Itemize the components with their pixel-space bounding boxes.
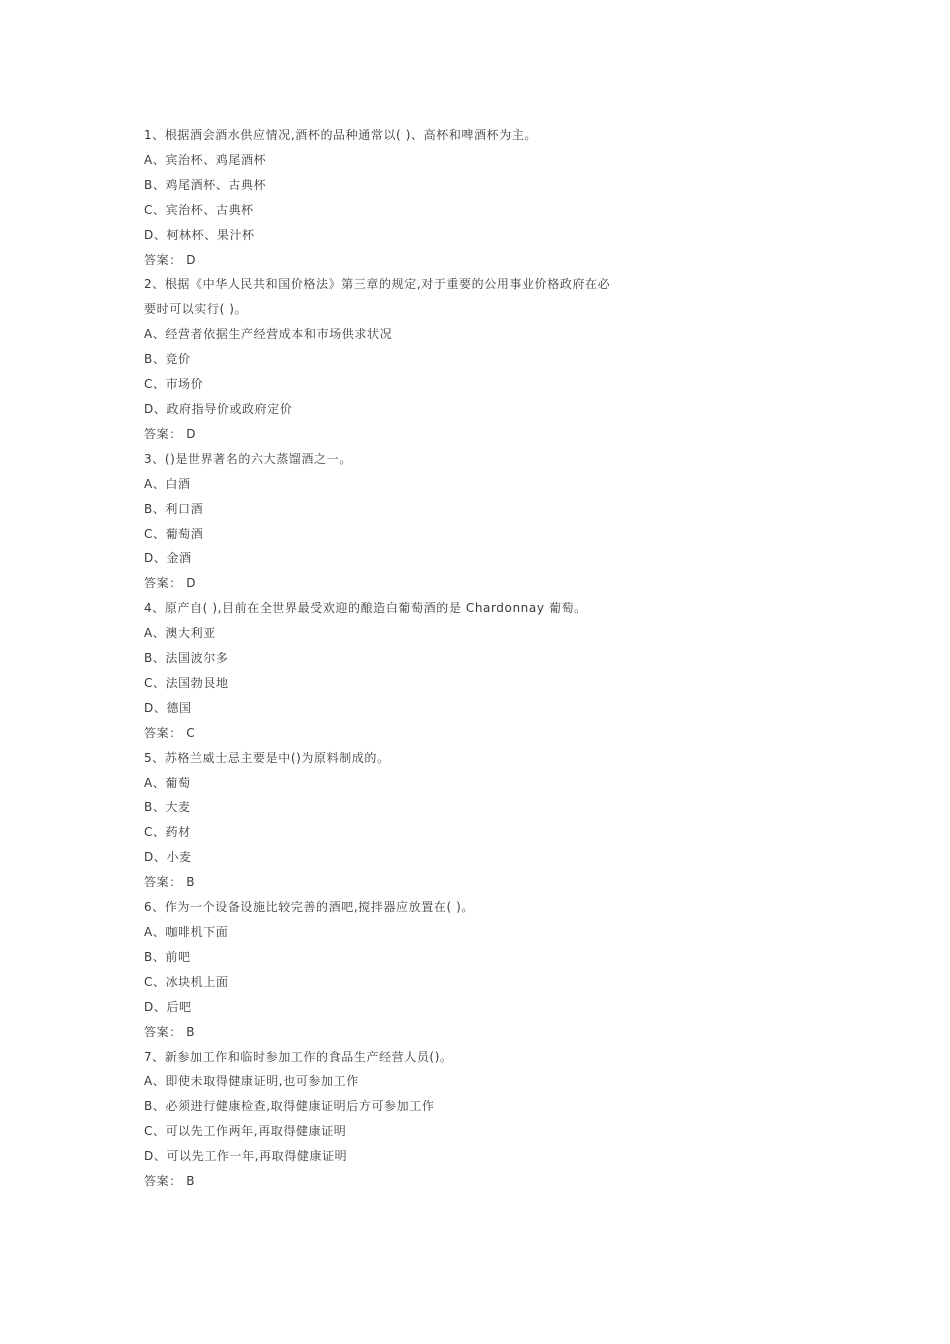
question-1 <box>144 123 614 272</box>
option-c: C、市场价 <box>144 377 204 392</box>
question-stem: 3、()是世界著名的六大蒸馏酒之一。 <box>144 451 352 466</box>
option-d: D、德国 <box>144 700 192 715</box>
answer: 答案： B <box>144 875 196 890</box>
answer: 答案： B <box>144 1024 196 1039</box>
option-c: C、葡萄酒 <box>144 526 204 541</box>
answer: 答案： D <box>144 576 197 591</box>
question-2 <box>144 272 614 446</box>
option-b: B、前吧 <box>144 949 191 964</box>
option-d: D、后吧 <box>144 999 192 1014</box>
option-d: D、金酒 <box>144 551 192 566</box>
option-c: C、药材 <box>144 825 191 840</box>
option-a: A、宾治杯、鸡尾酒杯 <box>144 152 267 167</box>
option-b: B、必须进行健康检查,取得健康证明后方可参加工作 <box>144 1099 435 1114</box>
option-b: B、法国波尔多 <box>144 651 229 666</box>
option-a: A、咖啡机下面 <box>144 925 229 939</box>
question-4 <box>144 596 614 745</box>
answer: 答案： D <box>144 252 197 267</box>
option-d: D、小麦 <box>144 850 192 865</box>
option-a: A、澳大利亚 <box>144 626 216 641</box>
option-d: D、可以先工作一年,再取得健康证明 <box>144 1149 348 1164</box>
option-c: C、可以先工作两年,再取得健康证明 <box>144 1124 347 1139</box>
option-a: A、经营者依据生产经营成本和市场供求状况 <box>144 327 393 342</box>
question-3 <box>144 447 614 596</box>
option-c: C、冰块机上面 <box>144 974 229 989</box>
option-b: B、竞价 <box>144 352 191 367</box>
option-b: B、利口酒 <box>144 501 204 516</box>
question-6 <box>144 895 614 1044</box>
question-stem: 2、根据《中华人民共和国价格法》第三章的规定,对于重要的公用事业价格政府在必要时可以实行( )。 <box>144 277 611 317</box>
question-list <box>144 123 614 1194</box>
option-b: B、大麦 <box>144 800 191 815</box>
question-stem: 7、新参加工作和临时参加工作的食品生产经营人员()。 <box>144 1049 453 1064</box>
question-stem: 6、作为一个设备设施比较完善的酒吧,搅拌器应放置在( )。 <box>144 900 475 915</box>
question-7 <box>144 1045 614 1194</box>
option-a: A、葡萄 <box>144 775 191 790</box>
option-a: A、白酒 <box>144 476 191 491</box>
option-c: C、宾治杯、古典杯 <box>144 202 254 217</box>
answer: 答案： B <box>144 1174 196 1189</box>
question-stem: 4、原产自( ),目前在全世界最受欢迎的酿造白葡萄酒的是 Chardonnay 葡萄。 <box>144 601 587 616</box>
question-stem: 5、苏格兰威士忌主要是中()为原料制成的。 <box>144 750 390 765</box>
option-d: D、政府指导价或政府定价 <box>144 401 293 416</box>
option-d: D、柯林杯、果汁杯 <box>144 227 255 242</box>
option-a: A、即使未取得健康证明,也可参加工作 <box>144 1074 359 1089</box>
answer: 答案： D <box>144 426 197 441</box>
option-c: C、法国勃艮地 <box>144 675 229 690</box>
question-stem: 1、根据酒会酒水供应情况,酒杯的品种通常以( )、高杯和啤酒杯为主。 <box>144 128 538 142</box>
option-b: B、鸡尾酒杯、古典杯 <box>144 177 267 192</box>
answer: 答案： C <box>144 725 196 740</box>
question-5 <box>144 746 614 895</box>
